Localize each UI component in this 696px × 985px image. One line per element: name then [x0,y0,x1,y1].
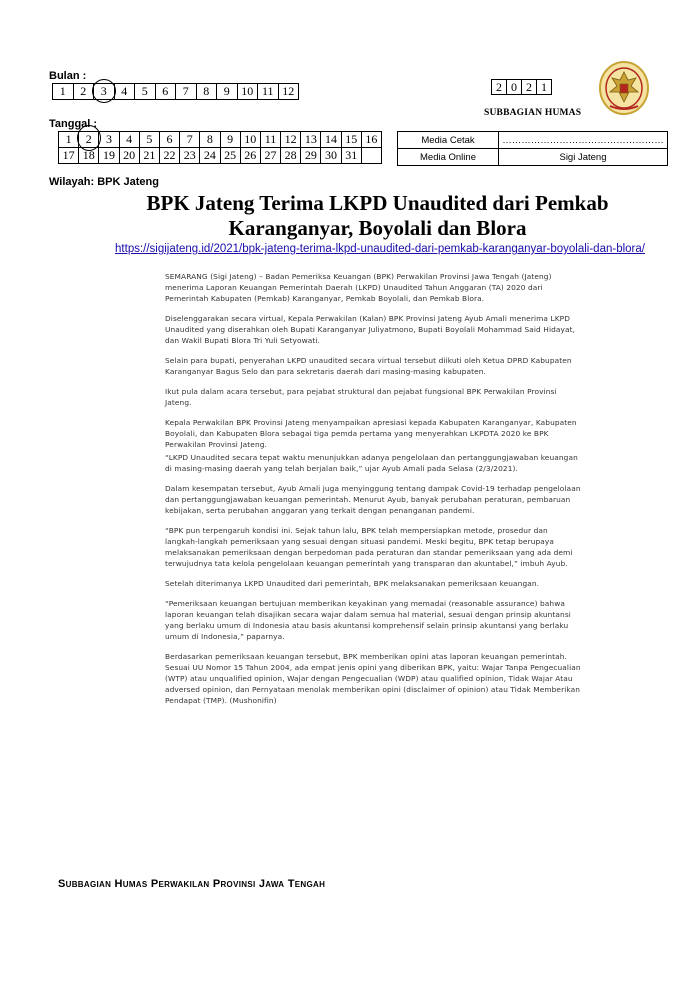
date-cell: 28 [281,148,301,164]
year-digit: 1 [537,80,552,95]
article-paragraph: Diselenggarakan secara virtual, Kepala Perwakilan (Kalan) BPK Provinsi Jateng Ayub Amali menerima LKPD Unaudited yang diserahkan oleh Bupati Karanganyar Juliyatmono, Bupati Boyolali Mohammad Said Hidayat, dan Wakil Bupati Blora Tri Yuli Setyowati. [165,314,576,345]
media-online-value: Sigi Jateng [499,149,668,166]
year-digit: 0 [507,80,522,95]
month-cell: 1 [53,84,74,100]
month-cell: 8 [196,84,217,100]
date-cell: 30 [321,148,341,164]
date-cell: 31 [341,148,361,164]
date-cell: 15 [341,132,361,148]
year-grid [491,79,552,95]
article-paragraph: Kepala Perwakilan BPK Provinsi Jateng menyampaikan apresiasi kepada Kabupaten Karanganyar, Kabupaten Boyolali, dan Kabupaten Blora sebagai tiga pemda pertama yang menyerahkan LKPDTA 2020 ke BPK Perwakilan Provinsi Jateng. [165,418,577,449]
date-cell: 8 [200,132,220,148]
date-cell: 11 [260,132,280,148]
date-cell: 3 [99,132,119,148]
article-title [90,191,665,241]
month-cell: 5 [135,84,156,100]
month-grid [52,83,299,100]
month-cell: 2 [73,84,94,100]
date-cell: 21 [139,148,159,164]
date-cell: 1 [59,132,79,148]
article-title-line-2: Karanganyar, Boyolali dan Blora [228,216,527,240]
date-cell: 20 [119,148,139,164]
date-cell: 7 [180,132,200,148]
date-cell: 9 [220,132,240,148]
month-cell: 10 [237,84,258,100]
date-cell-selected: 2 [79,132,99,148]
media-cetak-label: Media Cetak [398,132,499,149]
date-cell: 6 [159,132,179,148]
article-paragraph: Dalam kesempatan tersebut, Ayub Amali juga menyinggung tentang dampak Covid-19 terhadap pengelolaan dan pertanggungjawaban keuangan pemerintah. Menurut Ayub, banyak perubahan peraturan, pembaruan kebijakan, serta perubahan anggaran yang terkait dengan penanganan pandemi. [165,484,581,515]
date-cell: 17 [59,148,79,164]
year-digit: 2 [522,80,537,95]
article-paragraph: Selain para bupati, penyerahan LKPD unaudited secara virtual tersebut diikuti oleh Ketua DPRD Kabupaten Karanganyar Bagus Selo dan para sekretaris daerah dari masing-masing kabupaten. [165,356,572,376]
date-cell: 29 [301,148,321,164]
media-table [397,131,668,166]
year-digit: 2 [492,80,507,95]
article-title-line-1: BPK Jateng Terima LKPD Unaudited dari Pemkab [146,191,609,215]
date-cell: 14 [321,132,341,148]
article-paragraph: “LKPD Unaudited secara tepat waktu menunjukkan adanya pengelolaan dan pertanggungjawaban keuangan di masing-masing daerah yang telah berjalan baik,” ujar Ayub Amali pada Selasa (2/3/2021). [165,453,578,473]
month-cell: 11 [258,84,279,100]
garuda-emblem-icon [598,60,650,116]
bulan-label: Bulan : [49,70,87,82]
footer-text: Subbagian Humas Perwakilan Provinsi Jawa Tengah [58,878,326,890]
month-cell: 6 [155,84,176,100]
date-cell: 5 [139,132,159,148]
article-url-link[interactable]: https://sigijateng.id/2021/bpk-jateng-terima-lkpd-unaudited-dari-pemkab-karanganyar-boyolali-dan-blora/ [115,243,645,255]
article-body [165,271,583,715]
date-cell: 27 [260,148,280,164]
date-cell: 12 [281,132,301,148]
date-grid [58,131,382,164]
wilayah-label: Wilayah: BPK Jateng [49,176,159,188]
date-cell: 23 [180,148,200,164]
article-paragraph: Setelah diterimanya LKPD Unaudited dari pemerintah, BPK melaksanakan pemeriksaan keuangan. [165,579,540,588]
date-cell: 22 [159,148,179,164]
date-cell: 19 [99,148,119,164]
article-paragraph: “Pemeriksaan keuangan bertujuan memberikan keyakinan yang memadai (reasonable assurance) bahwa laporan keuangan telah disajikan secara wajar dalam semua hal material, sesuai dengan prinsip akuntansi yang berlaku umum di Indonesia atau basis akuntansi komprehensif selain prinsip akuntansi yang berlaku umum di Indonesia,” paparnya. [165,599,571,641]
tanggal-label: Tanggal : [49,118,98,130]
month-cell: 12 [278,84,299,100]
article-paragraph: Berdasarkan pemeriksaan keuangan tersebut, BPK memberikan opini atas laporan keuangan pemerintah. Sesuai UU Nomor 15 Tahun 2004, ada empat jenis opini yang diberikan BPK, yaitu: Wajar Tanpa Pengecualian (WTP) atau unqualified opinion, Wajar dengan Pengecualian (WDP) atau qualified opinion, Tidak Wajar Atau adversed opinion, dan Pernyataan menolak memberikan opini (disclaimer of opinion) atau Tidak Memberikan Pendapat (TMP). (Mushonifin) [165,652,581,705]
media-cetak-value: …………………………………………… [499,132,668,149]
month-cell: 4 [114,84,135,100]
date-cell: 24 [200,148,220,164]
subbagian-label: SUBBAGIAN HUMAS [484,108,582,118]
date-cell [361,148,381,164]
date-cell: 26 [240,148,260,164]
month-cell-selected: 3 [94,84,115,100]
month-cell: 9 [217,84,238,100]
article-paragraph: Ikut pula dalam acara tersebut, para pejabat struktural dan pejabat fungsional BPK Perwakilan Provinsi Jateng. [165,387,557,407]
media-online-label: Media Online [398,149,499,166]
date-cell: 18 [79,148,99,164]
date-cell: 10 [240,132,260,148]
date-cell: 4 [119,132,139,148]
article-paragraph: SEMARANG (Sigi Jateng) – Badan Pemeriksa Keuangan (BPK) Perwakilan Provinsi Jawa Tengah (Jateng) menerima Laporan Keuangan Pemerintah Daerah (LKPD) Unaudited Tahun Anggaran (TA) 2020 dari Pemerintah Kabupaten (Pemkab) Karanganyar, Pemkab Boyolali, dan Pemkab Blora. [165,272,552,303]
date-cell: 13 [301,132,321,148]
article-paragraph: “BPK pun terpengaruh kondisi ini. Sejak tahun lalu, BPK telah mempersiapkan metode, prosedur dan langkah-langkah pemeriksaan yang sesuai dengan situasi pandemi. Meski begitu, BPK tetap berupaya melaksanakan pemeriksaan dengan berpedoman pada peraturan dan standar pemeriksaan yang ada demi terwujudnya tata kelola pengelolaan keuangan pemerintah yang transparan dan akuntabel,” imbuh Ayub. [165,526,573,568]
date-cell: 16 [361,132,381,148]
month-cell: 7 [176,84,197,100]
date-cell: 25 [220,148,240,164]
